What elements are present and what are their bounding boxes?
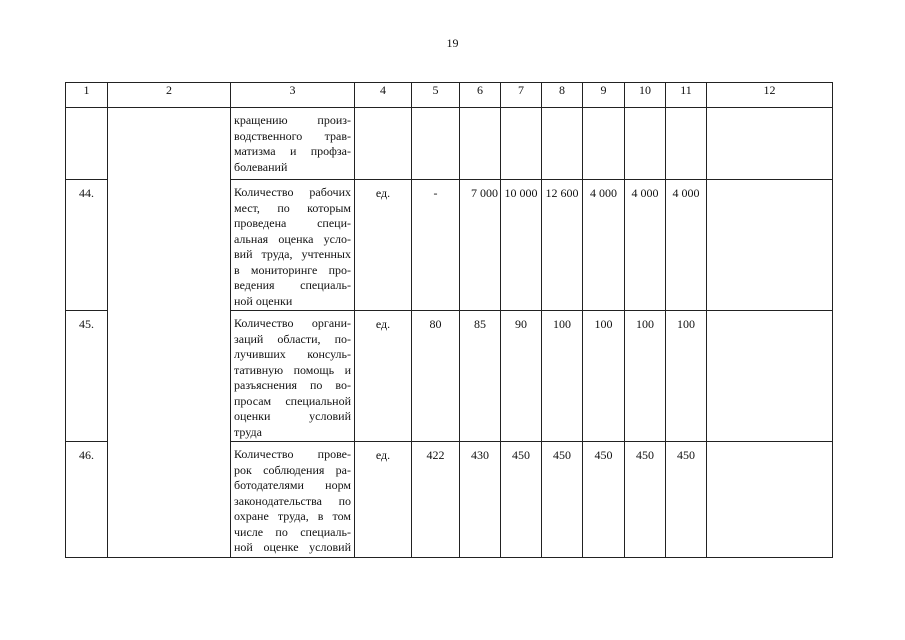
column-header: 11	[666, 83, 707, 108]
desc-line: лучивших консуль-	[234, 347, 351, 361]
desc-line: Количество рабочих	[234, 185, 351, 199]
note-cell	[707, 311, 833, 442]
desc-line: болеваний	[234, 159, 288, 174]
desc-line: охране труда, в том	[234, 509, 351, 523]
table-header-row	[66, 83, 833, 108]
value-cell: 100	[666, 311, 707, 442]
desc-line: ведения специаль-	[234, 278, 351, 292]
column-header: 1	[66, 83, 108, 108]
value-cell	[583, 108, 625, 180]
value-cell: 85	[460, 311, 501, 442]
value-cell	[501, 108, 542, 180]
desc-line: труда	[234, 424, 262, 439]
desc-line: ной оценке условий	[234, 540, 351, 554]
desc-line: вий труда, учтенных	[234, 247, 351, 261]
unit-cell: ед.	[355, 180, 412, 311]
column-header: 2	[108, 83, 231, 108]
row-number	[66, 108, 108, 180]
value-cell: -	[412, 180, 460, 311]
desc-line: законодательства по	[234, 493, 351, 508]
desc-line: рок соблюдения ра-	[234, 462, 351, 477]
value-cell	[460, 108, 501, 180]
desc-line: разъяснения по во-	[234, 378, 351, 392]
desc-line: Количество органи-	[234, 316, 351, 330]
desc-line: матизма и профза-	[234, 144, 351, 158]
value-cell: 4 000	[666, 180, 707, 311]
row-description	[231, 180, 355, 311]
value-cell: 90	[501, 311, 542, 442]
value-cell	[542, 108, 583, 180]
unit-cell	[355, 108, 412, 180]
column-header: 5	[412, 83, 460, 108]
column-2-cell	[108, 108, 231, 558]
desc-line: кращению произ-	[234, 113, 351, 127]
note-cell	[707, 442, 833, 558]
column-header: 9	[583, 83, 625, 108]
desc-line: оценки условий	[234, 409, 351, 423]
table-row	[66, 108, 833, 180]
desc-line: тативную помощь и	[234, 362, 351, 377]
desc-line: проведена специ-	[234, 216, 351, 230]
row-number: 46.	[66, 442, 108, 558]
row-description	[231, 311, 355, 442]
desc-line: альная оценка усло-	[234, 231, 351, 246]
row-number: 45.	[66, 311, 108, 442]
note-cell	[707, 180, 833, 311]
unit-cell: ед.	[355, 442, 412, 558]
column-header: 10	[625, 83, 666, 108]
value-cell: 10 000	[501, 180, 542, 311]
row-description	[231, 108, 355, 180]
value-cell: 450	[542, 442, 583, 558]
value-cell: 430	[460, 442, 501, 558]
column-header: 4	[355, 83, 412, 108]
desc-line: просам специальной	[234, 393, 351, 408]
value-cell: 100	[625, 311, 666, 442]
value-cell: 450	[666, 442, 707, 558]
value-cell	[625, 108, 666, 180]
row-description	[231, 442, 355, 558]
value-cell: 4 000	[583, 180, 625, 311]
desc-line: заций области, по-	[234, 331, 351, 346]
desc-line: в мониторинге про-	[234, 262, 351, 277]
value-cell: 4 000	[625, 180, 666, 311]
value-cell: 12 600	[542, 180, 583, 311]
value-cell: 422	[412, 442, 460, 558]
column-header: 12	[707, 83, 833, 108]
value-cell: 100	[542, 311, 583, 442]
column-header: 3	[231, 83, 355, 108]
desc-line: числе по специаль-	[234, 524, 351, 539]
value-cell: 7 000	[460, 180, 501, 311]
desc-line: мест, по которым	[234, 200, 351, 215]
value-cell: 450	[625, 442, 666, 558]
note-cell	[707, 108, 833, 180]
value-cell	[412, 108, 460, 180]
unit-cell: ед.	[355, 311, 412, 442]
data-table	[65, 82, 833, 558]
desc-line: водственного трав-	[234, 128, 351, 143]
desc-line: Количество прове-	[234, 447, 351, 461]
value-cell: 450	[501, 442, 542, 558]
value-cell	[666, 108, 707, 180]
value-cell: 100	[583, 311, 625, 442]
row-number: 44.	[66, 180, 108, 311]
value-cell: 450	[583, 442, 625, 558]
page-number: 19	[446, 36, 459, 50]
column-header: 8	[542, 83, 583, 108]
value-cell: 80	[412, 311, 460, 442]
column-header: 7	[501, 83, 542, 108]
desc-line: ной оценки	[234, 293, 293, 308]
column-header: 6	[460, 83, 501, 108]
desc-line: ботодателями норм	[234, 478, 351, 492]
